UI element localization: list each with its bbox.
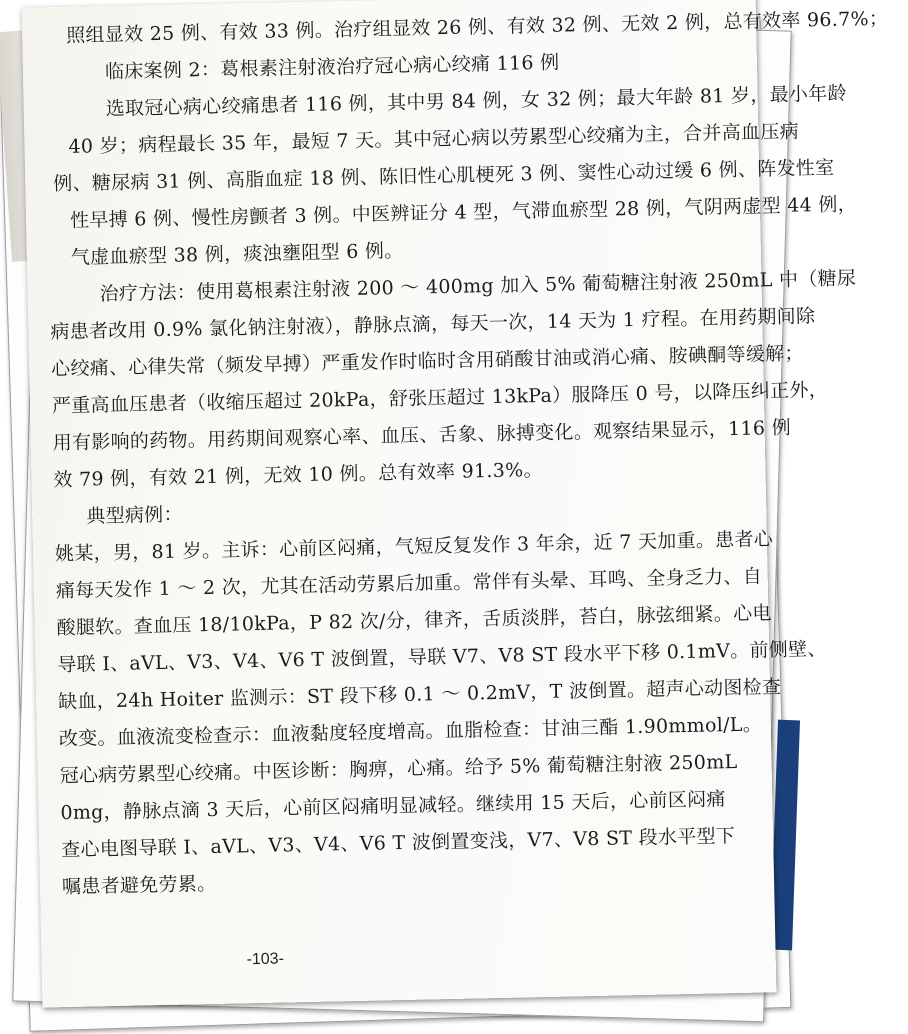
text-line: 酸腿软。查血压 18/10kPa，P 82 次/分，律齐，舌质淡胖，苔白，脉弦细紧。心电 (56, 602, 772, 640)
text-line: 典型病例： (86, 503, 184, 528)
text-line: 姚某，男，81 岁。主诉：心前区闷痛，气短反复发作 3 年余，近 7 天加重。患者心 (54, 528, 774, 566)
text-line: 导联 Ⅰ、aVL、V3、V4、V6 T 波倒置，导联 V7、V8 ST 段水平下移 0.1mV。前侧壁、 (57, 638, 827, 677)
text-line: 改变。血液流变检查示：血液黏度轻度增高。血脂检查：甘油三酯 1.90mmol/L。 (58, 713, 763, 751)
text-line: 治疗方法：使用葛根素注射液 200 ～ 400mg 加入 5% 葡萄糖注射液 250mL 中（糖尿 (99, 267, 857, 306)
text-line: 病患者改用 0.9% 氯化钠注射液），静脉点滴，每天一次，14 天为 1 疗程。在用药期间除 (50, 305, 816, 344)
text-line: 0mg，静脉点滴 3 天后，心前区闷痛明显减轻。继续用 15 天后，心前区闷痛 (60, 788, 726, 825)
text-line: 嘱患者避免劳累。 (61, 872, 217, 899)
text-line: 严重高血压患者（收缩压超过 20kPa，舒张压超过 13kPa）服降压 0 号，以降压纠正外， (51, 378, 829, 418)
text-line: 痛每天发作 1 ～ 2 次，尤其在活动劳累后加重。常伴有头晕、耳鸣、全身乏力、自 (55, 565, 763, 603)
text-line: 临床案例 2：葛根素注射液治疗冠心病心绞痛 116 例 (104, 51, 560, 84)
text-line: 选取冠心病心绞痛患者 116 例，其中男 84 例，女 32 例；最大年龄 81 岁，最小年龄 (105, 82, 848, 121)
text-line: 查心电图导联 Ⅰ、aVL、V3、V4、V6 T 波倒置变浅，V7、V8 ST 段水平型下 (61, 825, 736, 862)
text-line: 效 79 例，有效 21 例，无效 10 例。总有效率 91.3%。 (53, 458, 544, 492)
text-line: 例、糖尿病 31 例、高脂血症 18 例、陈旧性心肌梗死 3 例、窦性心动过缓 6 例、阵发性室 (53, 156, 835, 196)
text-line: 心绞痛、心律失常（频发早搏）严重发作时临时含用硝酸甘油或消心痛、胺碘酮等缓解； (50, 342, 804, 381)
text-line: 缺血，24h Hoiter 监测示：ST 段下移 0.1 ～ 0.2mV，T 波倒置。超声心动图检查 (57, 676, 782, 714)
text-line: 冠心病劳累型心绞痛。中医诊断：胸痹，心痛。给予 5% 葡萄糖注射液 250mL (59, 750, 738, 788)
book-page (22, 0, 889, 1008)
text-line: 性早搏 6 例、慢性房颤者 3 例。中医辨证分 4 型，气滞血瘀型 28 例，气阴两虚型 44 例， (69, 193, 858, 232)
page-text-block (3, 0, 889, 899)
page-number: -103- (246, 950, 285, 969)
text-line: 照组显效 25 例、有效 33 例。治疗组显效 26 例、有效 32 例、无效 2 例，总有效率 96.7%； (65, 7, 889, 47)
text-line: 用有影响的药物。用药期间观察心率、血压、舌象、脉搏变化。观察结果显示，116 例 (52, 416, 792, 455)
text-line: 40 岁；病程最长 35 年，最短 7 天。其中冠心病以劳累型心绞痛为主，合并高血压病 (68, 120, 800, 158)
text-line: 气虚血瘀型 38 例，痰浊壅阻型 6 例。 (70, 239, 404, 269)
